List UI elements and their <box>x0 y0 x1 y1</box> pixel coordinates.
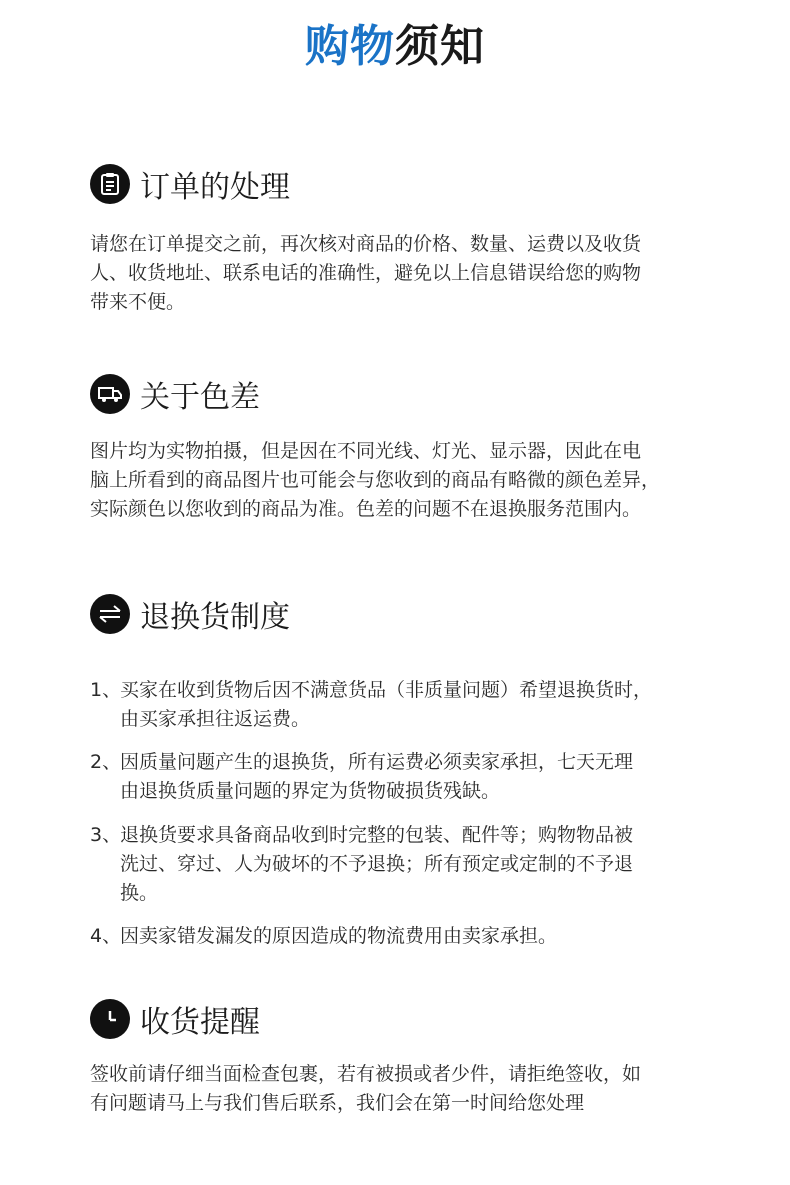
list-item-line: 换。 <box>120 882 159 904</box>
order-line-3: 带来不便。 <box>90 291 186 313</box>
list-item-line: 因质量问题产生的退换货，所有运费必须卖家承担，七天无理 <box>120 751 634 773</box>
list-item-line: 洗过、穿过、人为破坏的不予退换；所有预定或定制的不予退 <box>120 853 634 875</box>
list-item-number: 3、 <box>90 824 122 846</box>
section-receipt-text <box>90 1060 710 1118</box>
section-returns-title: 退换货制度 <box>140 600 290 635</box>
section-order-title: 订单的处理 <box>140 170 290 205</box>
section-receipt-title: 收货提醒 <box>140 1005 260 1040</box>
list-item-number: 1、 <box>90 679 122 701</box>
list-item-number: 2、 <box>90 751 122 773</box>
title-part-blue: 购物 <box>305 21 395 72</box>
section-returns-heading <box>90 592 290 636</box>
page-title <box>0 10 790 74</box>
list-item <box>90 922 710 951</box>
title-part-dark: 须知 <box>395 21 485 72</box>
section-color-title: 关于色差 <box>140 380 260 415</box>
truck-icon <box>90 374 130 414</box>
list-item-line: 由买家承担往返运费。 <box>120 708 311 730</box>
receipt-line-2: 有问题请马上与我们售后联系，我们会在第一时间给您处理 <box>90 1092 585 1114</box>
section-order-text <box>90 230 710 317</box>
clock-icon <box>90 999 130 1039</box>
list-item <box>90 676 710 734</box>
color-line-1: 图片均为实物拍摄，但是因在不同光线、灯光、显示器，因此在电 <box>90 440 642 462</box>
list-item <box>90 821 710 908</box>
order-line-2: 人、收货地址、联系电话的准确性，避免以上信息错误给您的购物 <box>90 262 642 284</box>
list-item-number: 4、 <box>90 925 122 947</box>
list-item-line: 退换货要求具备商品收到时完整的包装、配件等；购物物品被 <box>120 824 634 846</box>
order-line-1: 请您在订单提交之前，再次核对商品的价格、数量、运费以及收货 <box>90 233 642 255</box>
color-line-3: 实际颜色以您收到的商品为准。色差的问题不在退换服务范围内。 <box>90 498 642 520</box>
section-color-heading <box>90 372 260 416</box>
list-item <box>90 748 710 806</box>
section-color-text <box>90 437 710 524</box>
receipt-line-1: 签收前请仔细当面检查包裹，若有被损或者少件，请拒绝签收，如 <box>90 1063 642 1085</box>
clipboard-icon <box>90 164 130 204</box>
list-item-line: 由退换货质量问题的界定为货物破损货残缺。 <box>120 780 501 802</box>
color-line-2: 脑上所看到的商品图片也可能会与您收到的商品有略微的颜色差异， <box>90 469 661 491</box>
section-order-heading <box>90 162 290 206</box>
list-item-line: 买家在收到货物后因不满意货品（非质量问题）希望退换货时， <box>120 679 653 701</box>
exchange-arrows-icon <box>90 594 130 634</box>
list-item-line: 因卖家错发漏发的原因造成的物流费用由卖家承担。 <box>120 925 558 947</box>
section-receipt-heading <box>90 997 260 1041</box>
